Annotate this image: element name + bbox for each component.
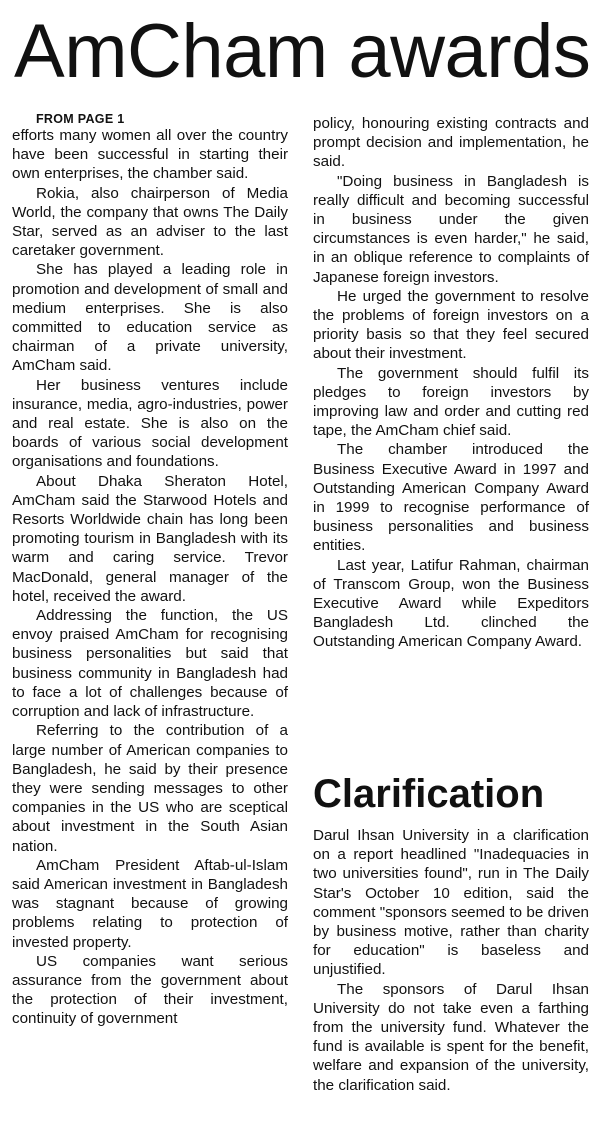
article-paragraph: Referring to the contribution of a large number of American companies to Bangladesh, he said by their presence they were sending messages to other companies in the US who are sceptical about investment in the South Asian nation.	[12, 722, 288, 855]
article-paragraph: AmCham President Aftab-ul-Islam said American investment in Bangladesh was stagnant because of growing problems relating to protection of invested property.	[12, 856, 288, 951]
article-column-2	[313, 114, 589, 652]
clarification-paragraph: Darul Ihsan University in a clarification on a report headlined "Inadequacies in two universities found", run in The Daily Star's October 10 edition, said the comment "sponsors seemed to be driven by business motive, rather than charity for education" is baseless and unjustified.	[313, 827, 589, 979]
jump-label: FROM PAGE 1	[36, 112, 125, 126]
article-paragraph: efforts many women all over the country have been successful in starting their own enterprises, the chamber said.	[12, 127, 288, 183]
clarification-title: Clarification	[313, 772, 545, 816]
clarification-body	[313, 826, 589, 1095]
article-paragraph: She has played a leading role in promotion and development of small and medium enterprises. She is also committed to education service as chairman of a private university, AmCham said.	[12, 261, 288, 375]
article-paragraph: The government should fulfil its pledges to foreign investors by improving law and order and cutting red tape, the AmCham chief said.	[313, 364, 589, 440]
article-paragraph: Last year, Latifur Rahman, chairman of Transcom Group, won the Business Executive Award while Expeditors Bangladesh Ltd. clinched the Outstanding American Company Award.	[313, 556, 589, 651]
article-paragraph: Rokia, also chairperson of Media World, the company that owns The Daily Star, served as an adviser to the last caretaker government.	[12, 184, 288, 260]
article-paragraph: About Dhaka Sheraton Hotel, AmCham said the Starwood Hotels and Resorts Worldwide chain has long been promoting tourism in Bangladesh with its warm and caring service. Trevor MacDonald, general manager of the hotel, received the award.	[12, 472, 288, 605]
article-paragraph: Her business ventures include insurance, media, agro-industries, power and real estate. She is also on the boards of various social development organisations and foundations.	[12, 376, 288, 471]
headline: AmCham awards	[14, 9, 591, 94]
article-paragraph: He urged the government to resolve the problems of foreign investors on a priority basis so that they feel secured about their investment.	[313, 287, 589, 363]
article-paragraph: The chamber introduced the Business Executive Award in 1997 and Outstanding American Company Award in 1999 to recognise performance of business personalities and business entities.	[313, 441, 589, 555]
article-paragraph: "Doing business in Bangladesh is really difficult and becoming successful in business under the given circumstances is even harder," he said, in an oblique reference to complaints of Japanese foreign investors.	[313, 172, 589, 286]
clarification-paragraph: The sponsors of Darul Ihsan University do not take even a farthing from the university fund. Whatever the fund is available is spent for the benefit, welfare and expansion of the university, the clarification said.	[313, 980, 589, 1094]
article-paragraph: Addressing the function, the US envoy praised AmCham for recognising business personalities but said that business community in Bangladesh had to face a lot of challenges because of corruption and lack of infrastructure.	[12, 607, 288, 721]
article-paragraph: policy, honouring existing contracts and prompt decision and implementation, he said.	[313, 115, 589, 171]
article-column-1	[12, 112, 288, 1029]
article-paragraph: US companies want serious assurance from the government about the protection of their investment, continuity of government	[12, 952, 288, 1028]
